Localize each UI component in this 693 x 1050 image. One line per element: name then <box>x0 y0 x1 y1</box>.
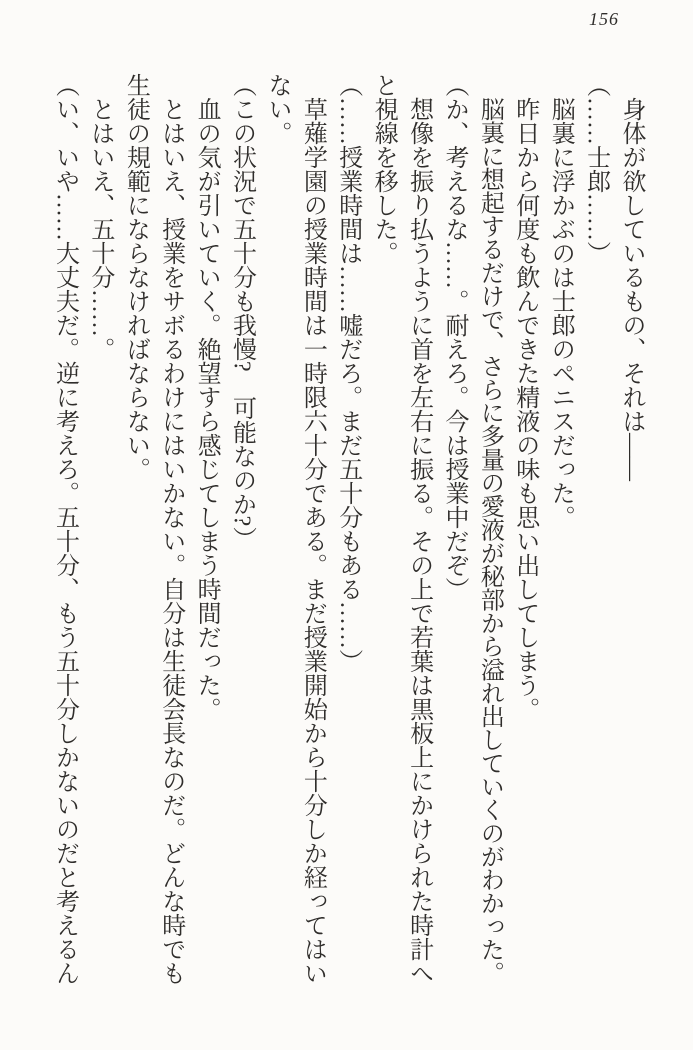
paragraph: とはいえ、五十分……。 <box>86 97 113 361</box>
paragraph: 昨日から何度も飲んできた精液の味も思い出してしまう。 <box>511 97 538 721</box>
paragraph: （……授業時間は……嘘だろ。まだ五十分もある……） <box>334 73 361 673</box>
paragraph: （い、いや……大丈夫だ。逆に考えろ。五十分、もう五十分しかないのだと考えるん <box>51 73 78 985</box>
paragraph: （……士郎……） <box>582 73 609 265</box>
paragraph: 脳裏に浮かぶのは士郎のペニスだった。 <box>547 97 574 529</box>
paragraph: 血の気が引いていく。絶望すら感じてしまう時間だった。 <box>193 97 220 721</box>
paragraph: 草薙学園の授業時間は一時限六十分である。まだ授業開始から十分しか経ってはいない。 <box>263 73 326 985</box>
paragraph: （か、考えるな……。耐えろ。今は授業中だぞ） <box>440 73 467 601</box>
paragraph: 脳裏に想起するだけで、さらに多量の愛液が秘部から溢れ出していくのがわかった。 <box>476 97 503 985</box>
text-block <box>46 73 648 989</box>
paragraph: （この状況で五十分も我慢? 可能なのか?） <box>228 73 255 551</box>
paragraph: 想像を振り払うように首を左右に振る。その上で若葉は黒板上にかけられた時計へと視線を移した。 <box>370 73 432 985</box>
page-number: 156 <box>589 9 619 29</box>
paragraph: とはいえ、授業をサボるわけにはいかない。自分は生徒会長なのだ。どんな時でも生徒の規範にならなければならない。 <box>122 73 184 985</box>
paragraph: 身体が欲しているもの、それは―― <box>618 97 644 481</box>
